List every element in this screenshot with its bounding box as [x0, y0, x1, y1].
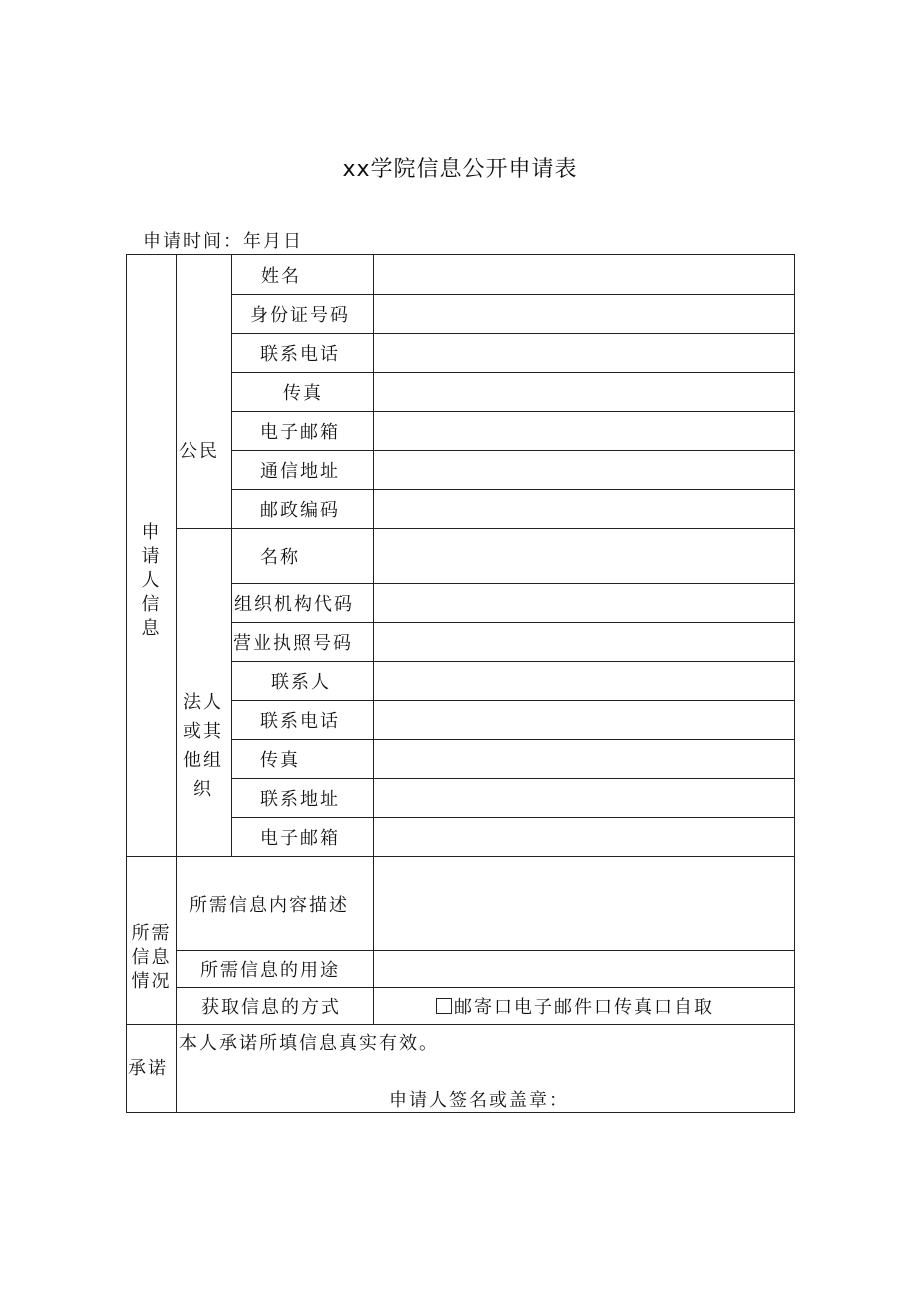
method-options-cell — [374, 988, 795, 1025]
input-contact-person[interactable] — [374, 662, 795, 701]
field-label-id-number: 身份证号码 — [232, 295, 374, 334]
field-label-fax: 传真 — [232, 373, 374, 412]
application-form-table — [126, 254, 795, 1113]
input-info-description[interactable] — [374, 857, 795, 951]
option-mail: 邮寄 — [454, 997, 494, 1018]
commitment-category-cell — [127, 1025, 177, 1113]
option-pickup: 自取 — [674, 997, 714, 1018]
input-org-code[interactable] — [374, 584, 795, 623]
checkbox-mail[interactable] — [436, 998, 452, 1014]
option-email: 电子邮件 — [514, 997, 594, 1018]
citizen-category-cell — [177, 255, 232, 529]
field-label-org-phone: 联系电话 — [232, 701, 374, 740]
info-needed-category-cell — [127, 857, 177, 1025]
input-org-address[interactable] — [374, 779, 795, 818]
input-citizen-phone[interactable] — [374, 334, 795, 373]
info-needed-label: 所需信息情况 — [131, 922, 172, 992]
field-label-email: 电子邮箱 — [232, 412, 374, 451]
checkbox-pickup[interactable]: 口 — [654, 997, 674, 1018]
field-label-org-name: 名称 — [232, 529, 374, 584]
input-citizen-fax[interactable] — [374, 373, 795, 412]
checkbox-email[interactable]: 口 — [494, 997, 514, 1018]
field-label-name: 姓名 — [232, 255, 374, 295]
input-org-fax[interactable] — [374, 740, 795, 779]
field-label-org-email: 电子邮箱 — [232, 818, 374, 857]
checkbox-fax[interactable]: 口 — [594, 997, 614, 1018]
applicant-info-category-cell — [127, 255, 177, 857]
input-org-phone[interactable] — [374, 701, 795, 740]
field-label-contact-person: 联系人 — [232, 662, 374, 701]
field-label-info-description: 所需信息内容描述 — [177, 857, 374, 951]
input-citizen-name[interactable] — [374, 255, 795, 295]
input-info-purpose[interactable] — [374, 951, 795, 988]
apply-time-label: 申请时间：年月日 — [143, 231, 303, 252]
organization-category-cell — [177, 529, 232, 857]
field-label-org-address: 联系地址 — [232, 779, 374, 818]
applicant-info-label: 申请人信息 — [141, 521, 162, 639]
option-fax: 传真 — [614, 997, 654, 1018]
organization-label: 法人或其他组织 — [183, 691, 223, 800]
field-label-address: 通信地址 — [232, 451, 374, 490]
field-label-phone: 联系电话 — [232, 334, 374, 373]
commitment-content-cell — [177, 1025, 795, 1113]
field-label-business-license: 营业执照号码 — [232, 623, 374, 662]
commitment-statement: 本人承诺所填信息真实有效。 — [179, 1033, 439, 1054]
field-label-org-code: 组织机构代码 — [232, 584, 374, 623]
input-org-name[interactable] — [374, 529, 795, 584]
citizen-label: 公民 — [179, 441, 219, 462]
input-citizen-id-number[interactable] — [374, 295, 795, 334]
field-label-org-fax: 传真 — [232, 740, 374, 779]
input-citizen-address[interactable] — [374, 451, 795, 490]
form-title: xx学院信息公开申请表 — [342, 157, 578, 182]
signature-label: 申请人签名或盖章： — [389, 1090, 569, 1111]
input-citizen-postcode[interactable] — [374, 490, 795, 529]
input-org-email[interactable] — [374, 818, 795, 857]
form-row-citizen-name — [127, 255, 795, 295]
input-business-license[interactable] — [374, 623, 795, 662]
field-label-info-method: 获取信息的方式 — [177, 988, 374, 1025]
commitment-label: 承诺 — [128, 1057, 168, 1079]
field-label-info-purpose: 所需信息的用途 — [177, 951, 374, 988]
field-label-postcode: 邮政编码 — [232, 490, 374, 529]
input-citizen-email[interactable] — [374, 412, 795, 451]
